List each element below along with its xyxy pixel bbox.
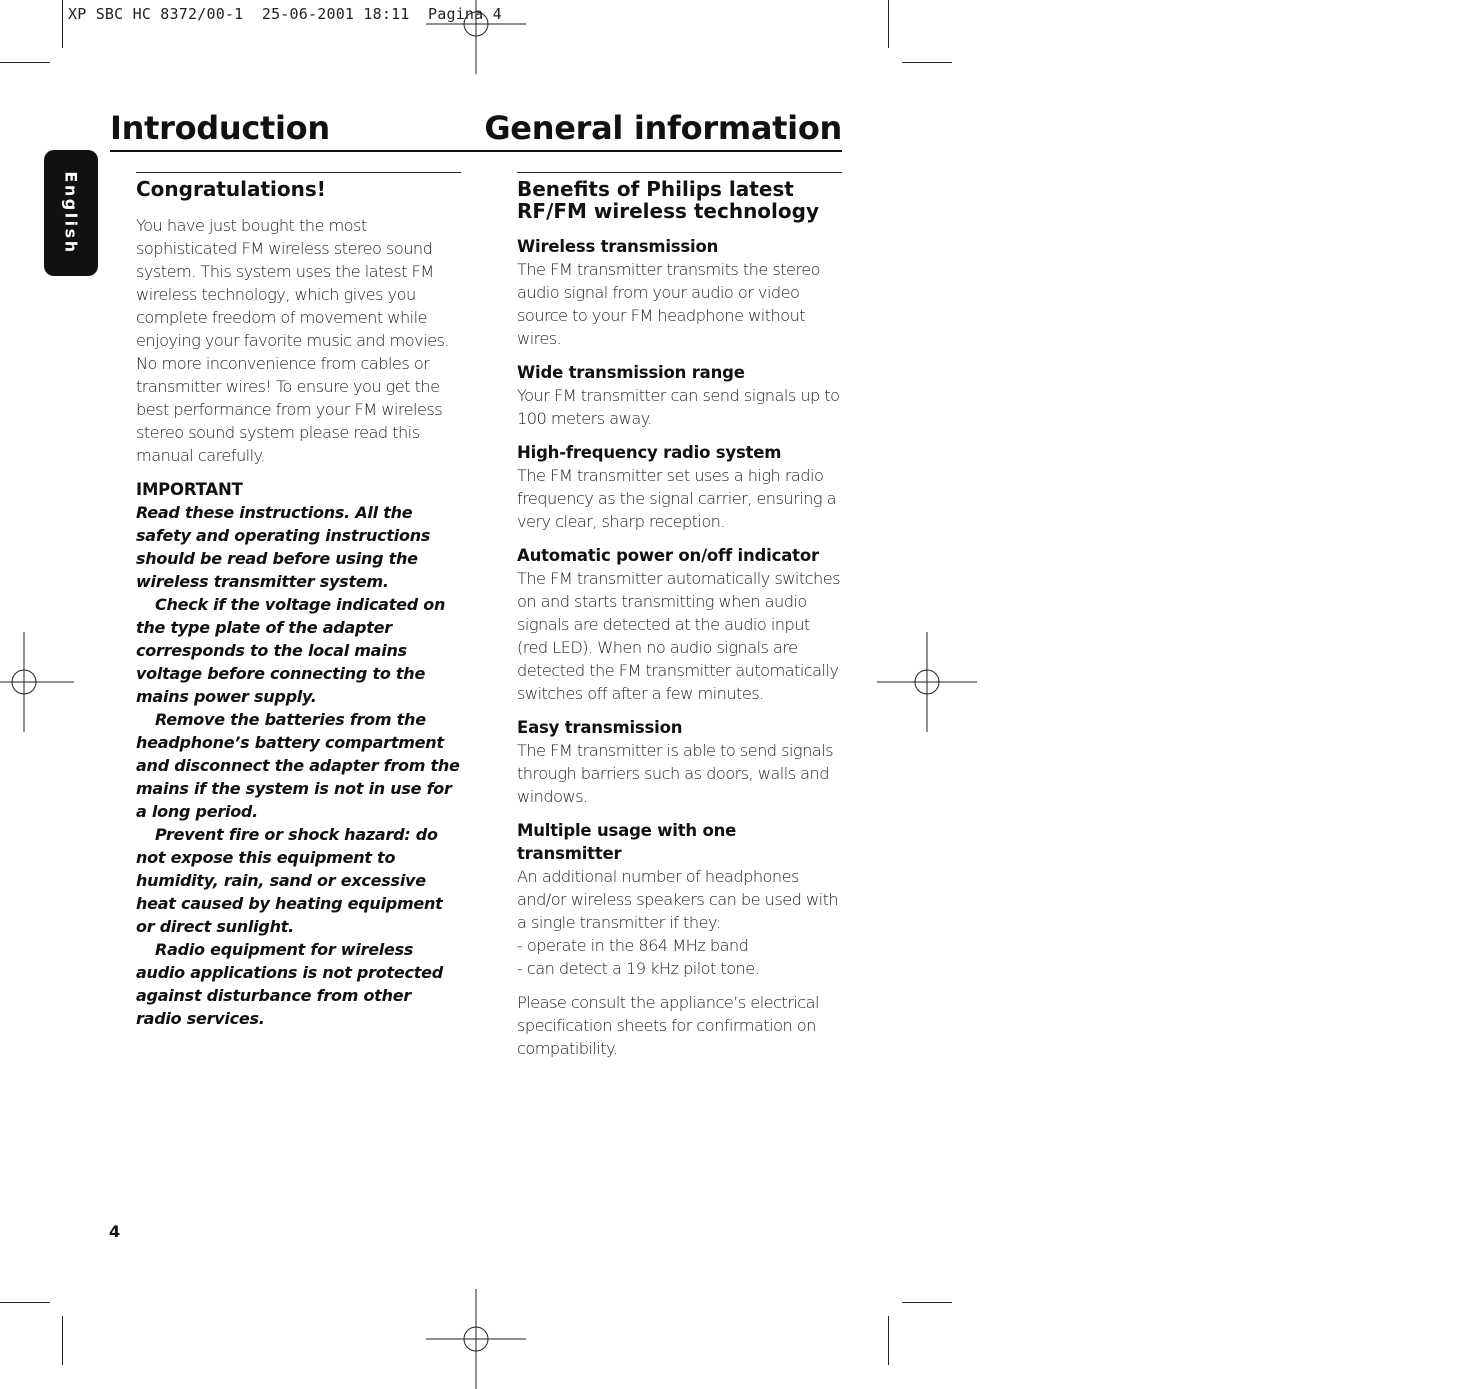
warning-item: Prevent fire or shock hazard: do not expose this equipment to humidity, rain, sand or excessive heat caused by heating equipment or direct sunlight. bbox=[136, 825, 443, 936]
section-title: Wide transmission range bbox=[517, 363, 745, 382]
bullet-item: - can detect a 19 kHz pilot tone. bbox=[517, 959, 760, 978]
section-title: Automatic power on/off indicator bbox=[517, 546, 819, 565]
registration-mark-left bbox=[0, 632, 74, 732]
registration-mark-top bbox=[426, 0, 526, 74]
left-column bbox=[136, 172, 461, 1030]
section-text: The FM transmitter set uses a high radio frequency as the signal carrier, ensuring a very clear, sharp reception. bbox=[517, 466, 836, 531]
section-title: Easy transmission bbox=[517, 718, 683, 737]
closing-paragraph: Please consult the appliance’s electrical specification sheets for confirmation on compatibility. bbox=[517, 993, 819, 1058]
section-text: The FM transmitter transmits the stereo audio signal from your audio or video source to your FM headphone without wires. bbox=[517, 260, 820, 348]
important-heading: IMPORTANT bbox=[136, 480, 243, 499]
section-text: An additional number of headphones and/or wireless speakers can be used with a single transmitter if they: bbox=[517, 867, 839, 932]
page-title-general-information: General information bbox=[484, 109, 842, 147]
warning-item: Remove the batteries from the headphone’s battery compartment and disconnect the adapter from the mains if the system is not in use for a long period. bbox=[136, 710, 460, 821]
warning-item: Check if the voltage indicated on the type plate of the adapter corresponds to the local mains voltage before connecting to the mains power supply. bbox=[136, 595, 446, 706]
section-text: Your FM transmitter can send signals up to 100 meters away. bbox=[517, 386, 840, 428]
benefits-heading-line-2: RF/FM wireless technology bbox=[517, 199, 819, 223]
warning-item: Read these instructions. All the safety and operating instructions should be read before using the wireless transmitter system. bbox=[136, 503, 431, 591]
intro-paragraph: You have just bought the most sophisticated FM wireless stereo sound system. This system uses the latest FM wireless technology, which gives you complete freedom of movement while enjoying your favorite music and movies. No more inconvenience from cables or transmitter wires! To ensure you get the best performance from your FM wireless stereo sound system please read this manual carefully. bbox=[136, 216, 449, 465]
right-column bbox=[517, 172, 842, 1060]
page-number: 4 bbox=[109, 1222, 121, 1241]
language-tab bbox=[44, 150, 98, 276]
section-text: The FM transmitter automatically switches on and starts transmitting when audio signals are detected at the audio input (red LED). When no audio signals are detected the FM transmitter automatically switches off after a few minutes. bbox=[517, 569, 841, 703]
section-title: Multiple usage with one transmitter bbox=[517, 821, 737, 863]
section-title: High-frequency radio system bbox=[517, 443, 782, 462]
warning-item: Radio equipment for wireless audio applications is not protected against disturbance from other radio services. bbox=[136, 940, 443, 1028]
language-tab-label: English bbox=[61, 171, 81, 255]
print-slug: XP SBC HC 8372/00-1 25-06-2001 18:11 Pagina 4 bbox=[68, 5, 502, 23]
bullet-item: - operate in the 864 MHz band bbox=[517, 936, 749, 955]
section-title: Wireless transmission bbox=[517, 237, 719, 256]
congratulations-heading: Congratulations! bbox=[136, 177, 326, 201]
page-title-introduction: Introduction bbox=[110, 109, 330, 147]
benefits-heading-line-1: Benefits of Philips latest bbox=[517, 177, 794, 201]
section-text: The FM transmitter is able to send signals through barriers such as doors, walls and windows. bbox=[517, 741, 834, 806]
title-rule bbox=[110, 150, 842, 152]
registration-mark-bottom bbox=[426, 1289, 526, 1389]
registration-mark-right bbox=[877, 632, 977, 732]
